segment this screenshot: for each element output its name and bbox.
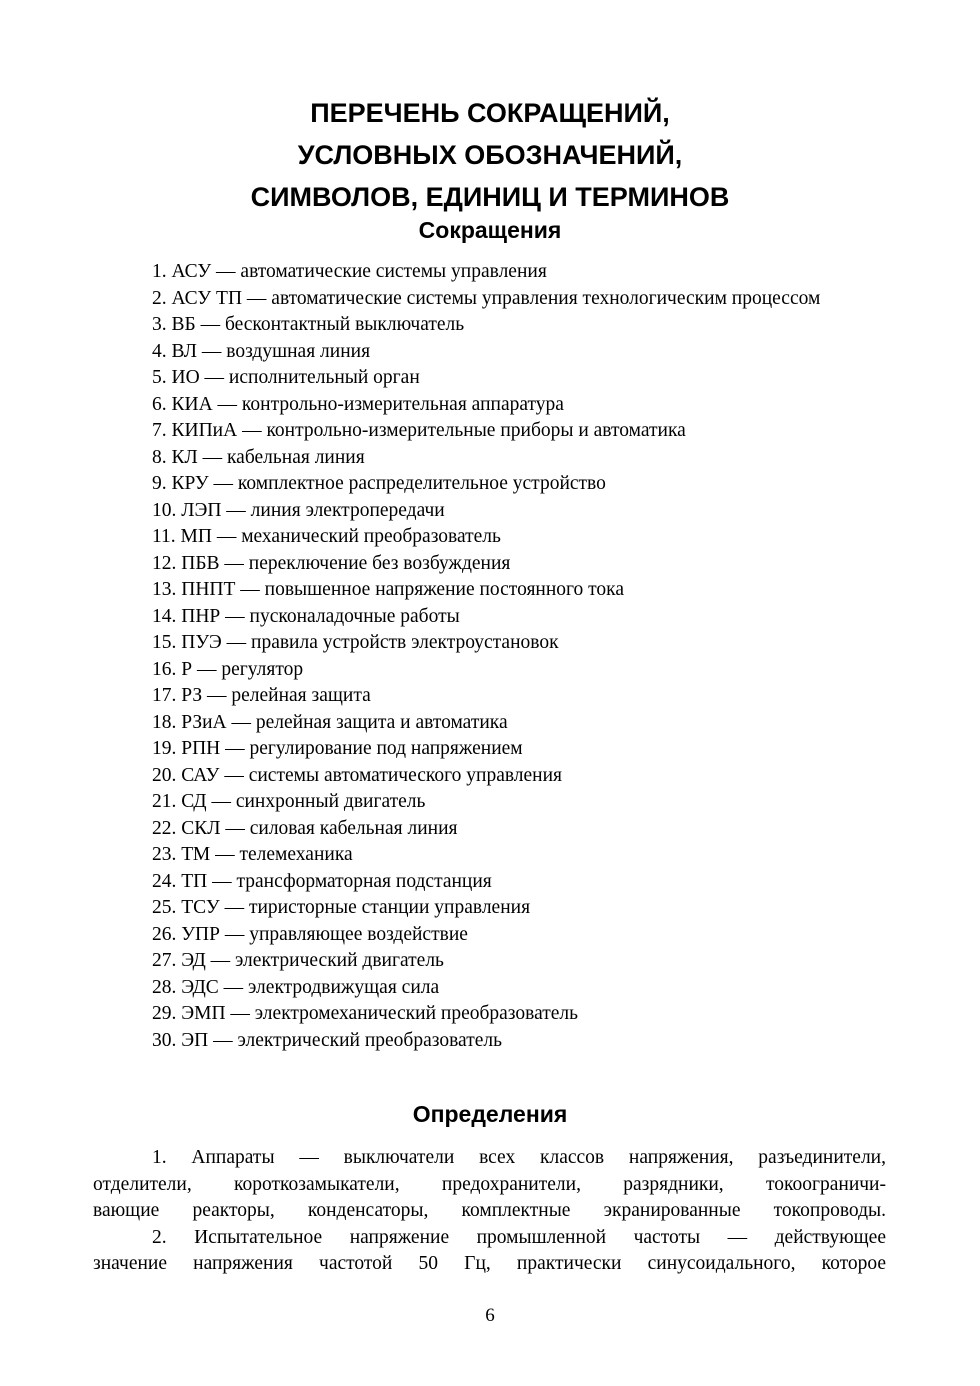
abbreviation-item: 9. КРУ — комплектное распределительное устройство (152, 473, 606, 494)
abbreviation-item: 20. САУ — системы автоматического управления (152, 764, 563, 786)
page-number: 6 (485, 1305, 495, 1326)
abbreviation-item: 3. ВБ — бесконтактный выключатель (152, 314, 465, 335)
abbreviation-item: 16. Р — регулятор (152, 658, 304, 680)
abbreviation-item: 25. ТСУ — тиристорные станции управления (152, 897, 531, 918)
abbreviations-list (93, 259, 886, 1054)
abbreviation-item: 26. УПР — управляющее воздействие (152, 923, 468, 945)
abbreviation-item: 2. АСУ ТП — автоматические системы управления технологическим процессом (152, 287, 821, 309)
abbreviation-item: 10. ЛЭП — линия электропередачи (152, 499, 445, 521)
abbreviation-item: 24. ТП — трансформаторная подстанция (152, 870, 492, 892)
abbreviations-heading: Сокращения (418, 217, 562, 243)
abbreviation-item: 21. СД — синхронный двигатель (152, 791, 426, 812)
definition-paragraph (93, 1225, 886, 1278)
title-line: ПЕРЕЧЕНЬ СОКРАЩЕНИЙ, (310, 98, 670, 128)
definition-line: 1. Аппараты — выключатели всех классов напряжения, разъединители, (152, 1147, 886, 1168)
abbreviation-item: 23. ТМ — телемеханика (152, 844, 353, 865)
abbreviation-item: 5. ИО — исполнительный орган (152, 367, 420, 388)
abbreviation-item: 27. ЭД — электрический двигатель (152, 950, 444, 971)
abbreviation-item: 28. ЭДС — электродвижущая сила (152, 976, 440, 998)
abbreviation-item: 12. ПБВ — переключение без возбуждения (152, 552, 511, 574)
definition-line: 2. Испытательное напряжение промышленной частоты — действующее (152, 1226, 886, 1248)
abbreviation-item: 17. РЗ — релейная защита (152, 685, 371, 706)
abbreviation-item: 15. ПУЭ — правила устройств электроустановок (152, 632, 559, 653)
title-line: УСЛОВНЫХ ОБОЗНАЧЕНИЙ, (297, 140, 683, 170)
abbreviation-item: 30. ЭП — электрический преобразователь (152, 1029, 503, 1051)
definition-line: отделители, короткозамыкатели, предохранители, разрядники, токоограничи- (93, 1173, 886, 1195)
abbreviation-item: 18. РЗиА — релейная защита и автоматика (152, 711, 508, 733)
abbreviation-item: 1. АСУ — автоматические системы управления (152, 261, 547, 282)
definition-line: вающие реакторы, конденсаторы, комплектные экранированные токопроводы. (93, 1200, 886, 1221)
abbreviation-item: 14. ПНР — пусконаладочные работы (152, 605, 460, 627)
abbreviation-item: 7. КИПиА — контрольно-измерительные приборы и автоматика (152, 420, 686, 441)
abbreviation-item: 11. МП — механический преобразователь (152, 526, 501, 547)
abbreviation-item: 29. ЭМП — электромеханический преобразователь (152, 1003, 579, 1024)
abbreviation-item: 6. КИА — контрольно-измерительная аппаратура (152, 393, 564, 415)
page-title (0, 92, 980, 218)
definition-line: значение напряжения частотой 50 Гц, практически синусоидального, которое (93, 1253, 886, 1274)
abbreviation-item: 22. СКЛ — силовая кабельная линия (152, 817, 458, 839)
abbreviation-item: 8. КЛ — кабельная линия (152, 446, 365, 468)
abbreviation-item: 4. ВЛ — воздушная линия (152, 340, 371, 362)
definition-paragraph (93, 1145, 886, 1225)
definitions-heading: Определения (412, 1101, 568, 1127)
definitions-list (93, 1145, 886, 1278)
title-line: СИМВОЛОВ, ЕДИНИЦ И ТЕРМИНОВ (250, 182, 730, 212)
abbreviation-item: 13. ПНПТ — повышенное напряжение постоянного тока (152, 579, 625, 600)
abbreviation-item: 19. РПН — регулирование под напряжением (152, 738, 523, 759)
